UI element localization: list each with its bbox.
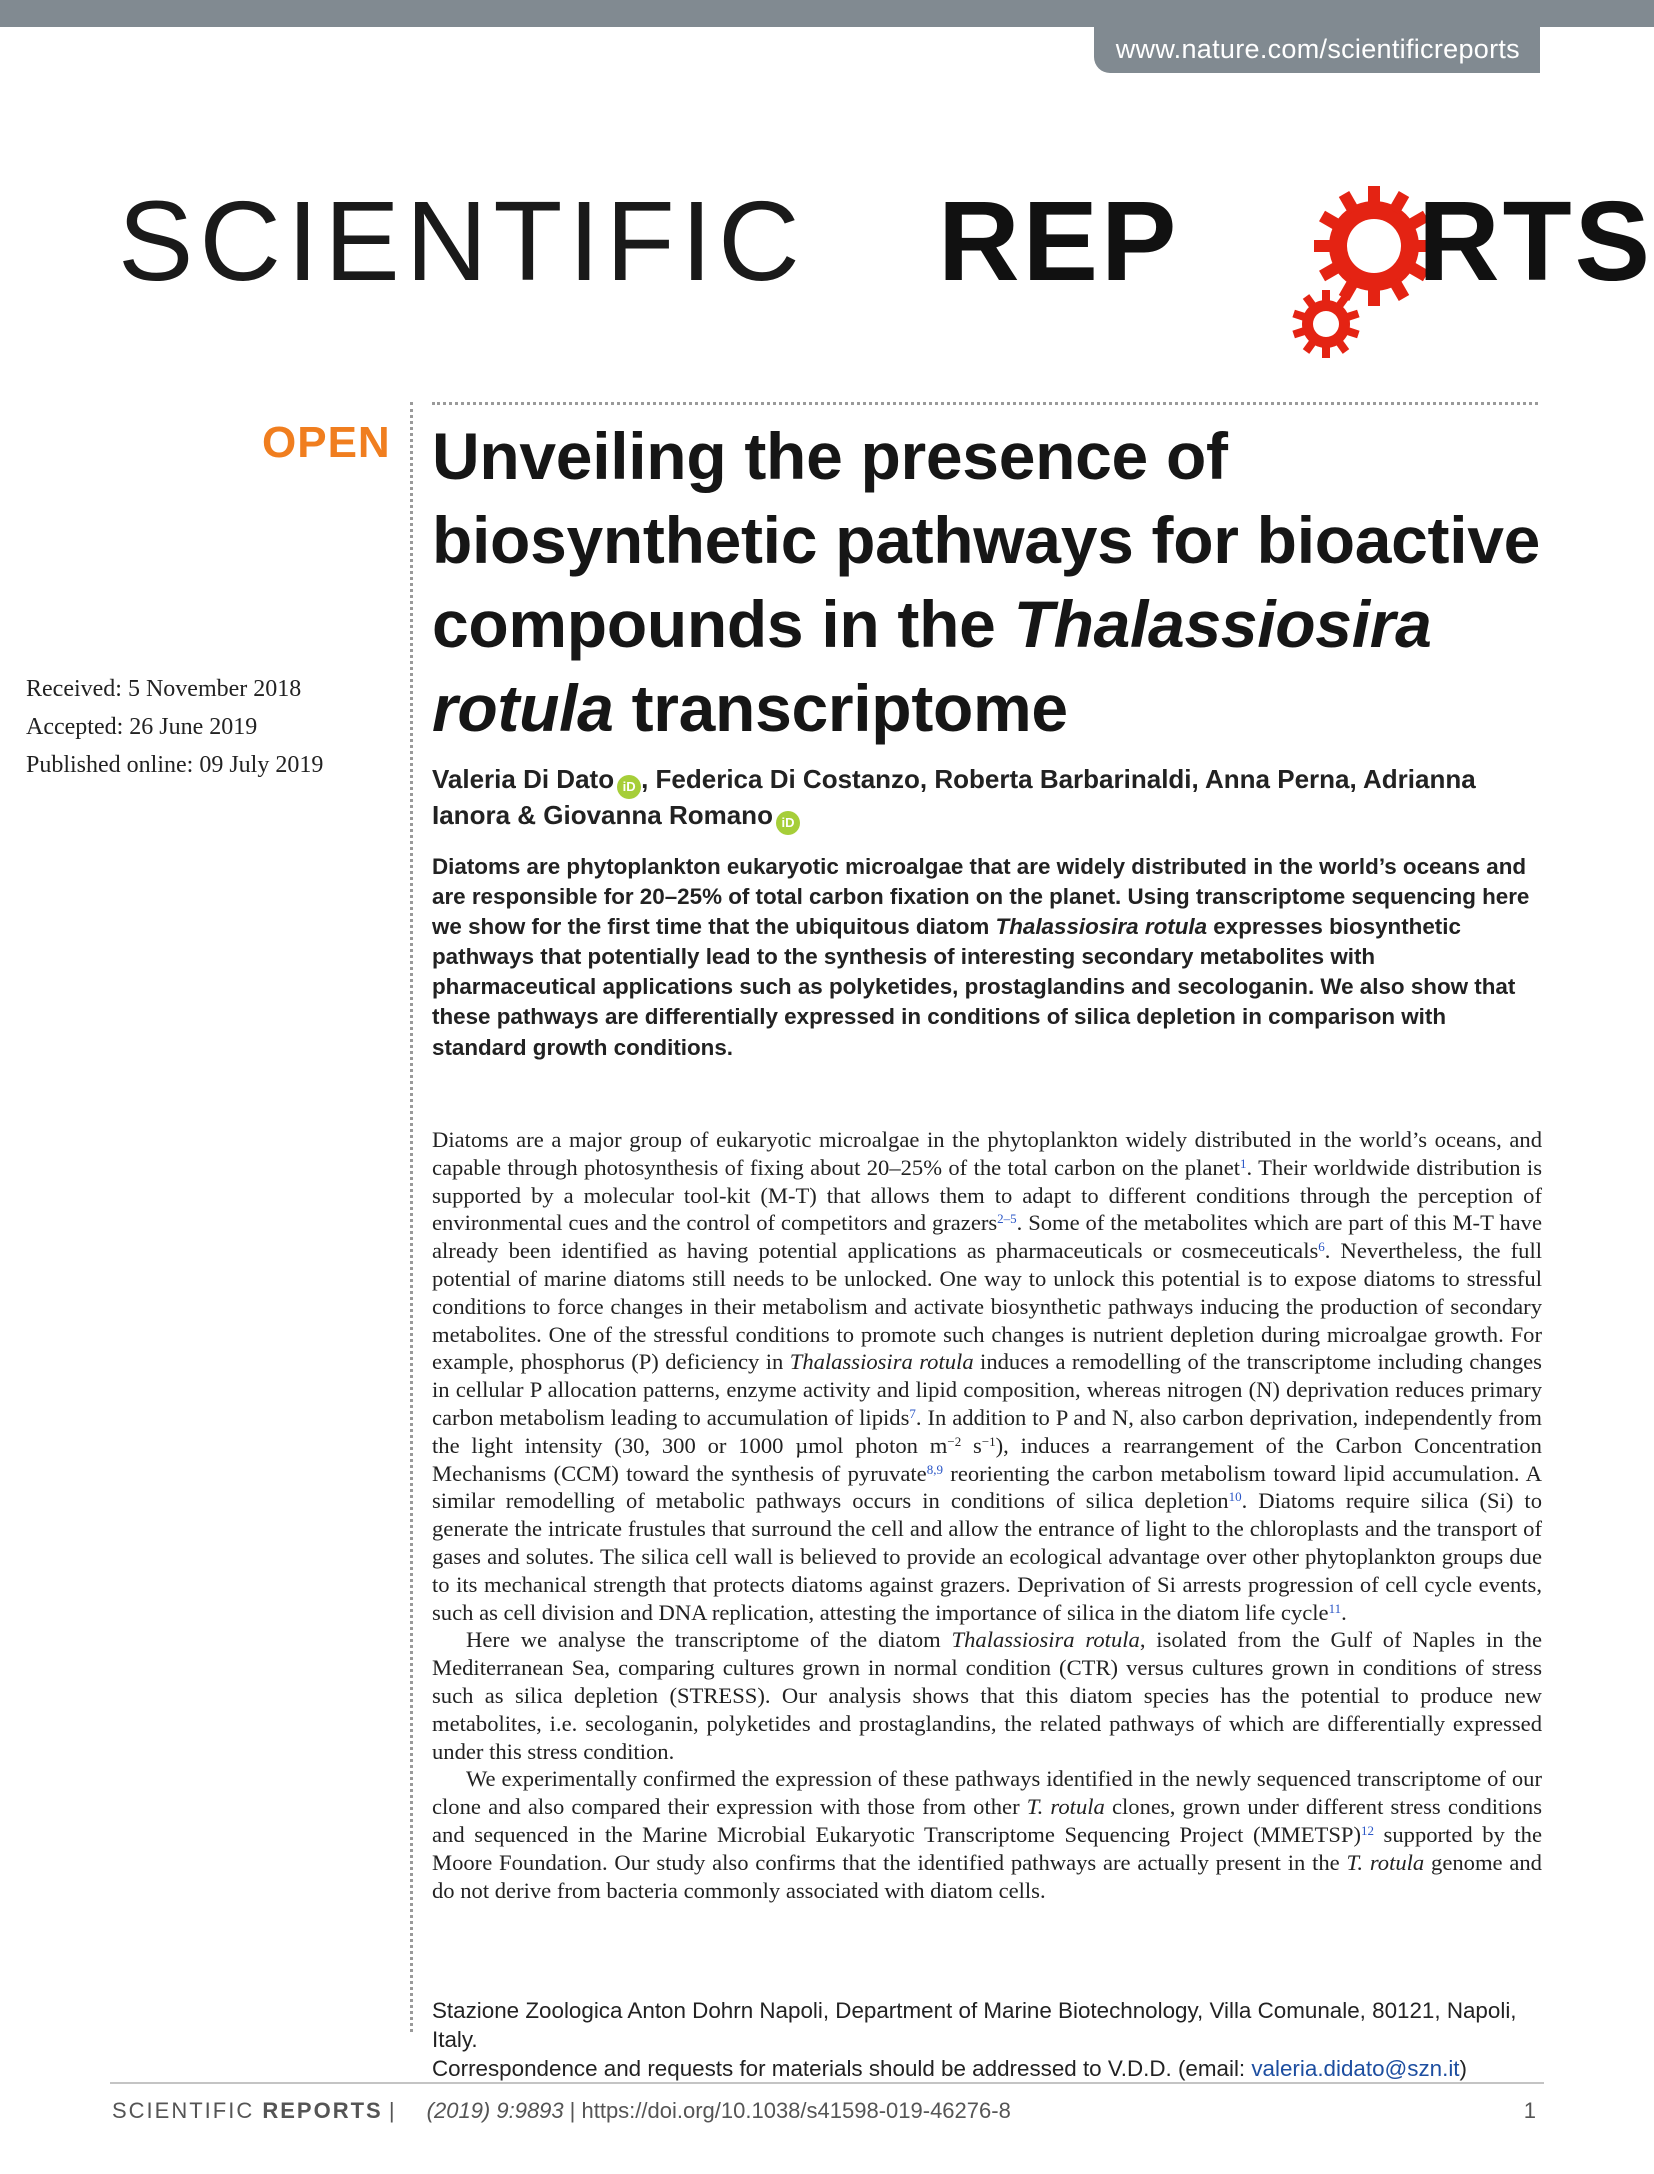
reference-link[interactable]: 8,9 <box>926 1461 943 1477</box>
page-footer <box>112 2098 1542 2124</box>
affiliation-block <box>432 1996 1552 2083</box>
body-paragraph-2: Here we analyse the transcriptome of the diatom Thalassiosira rotula, isolated from the Gulf of Naples in the Mediterranean Sea, comparing cultures grown in normal condition (CTR) versus cultures grown in conditions of stress such as silica depletion (STRESS). Our analysis shows that this diatom species has the potential to produce new metabolites, i.e. secologanin, polyketides and prostaglandins, the related pathways of which are differentially expressed under this stress condition. <box>432 1627 1542 1764</box>
footer-citation: (2019) 9:9893 <box>426 2098 564 2123</box>
masthead-bold-text-b: RTS <box>1418 178 1653 304</box>
abstract: Diatoms are phytoplankton eukaryotic microalgae that are widely distributed in the world’s oceans and are responsible for 20–25% of total carbon fixation on the planet. Using transcriptome sequencing here we show for the first time that the ubiquitous diatom Thalassiosira rotula expresses biosynthetic pathways that potentially lead to the synthesis of interesting secondary metabolites with pharmaceutical applications such as polyketides, prostaglandins and secologanin. We also show that these pathways are differentially expressed in conditions of silica depletion in comparison with standard growth conditions. <box>432 854 1530 1060</box>
article-dates <box>26 670 323 784</box>
footer-rule <box>110 2082 1544 2084</box>
author-rest[interactable]: , Federica Di Costanzo, Roberta Barbarinaldi, Anna Perna, Adrianna Ianora & Giovanna Romano <box>432 764 1476 830</box>
margin-dotted-rule <box>410 402 413 2032</box>
body-paragraph-3: We experimentally confirmed the expression of these pathways identified in the newly sequenced transcriptome of our clone and also compared their expression with those from other T. rotula clones, grown under different stress conditions and sequenced in the Marine Microbial Eukaryotic Transcriptome Sequencing Project (MMETSP)$^{12}$ supported by the Moore Foundation. Our study also confirms that the identified pathways are actually present in the T. rotula genome and do not derive from bacteria commonly associated with diatom cells. <box>432 1766 1543 1903</box>
masthead-light-text: SCIENTIFIC <box>118 178 806 304</box>
open-access-label: OPEN <box>262 418 391 467</box>
footer-doi-link[interactable]: | https://doi.org/10.1038/s41598-019-46276-8 <box>569 2098 1011 2123</box>
accepted-date: Accepted: 26 June 2019 <box>26 714 258 740</box>
orcid-icon[interactable]: iD <box>617 775 641 799</box>
reference-link[interactable]: 1 <box>1240 1155 1247 1171</box>
reference-link[interactable]: 10 <box>1228 1489 1242 1505</box>
body-paragraph-1: Diatoms are a major group of eukaryotic microalgae in the phytoplankton widely distributed in the world’s oceans, and capable through photosynthesis of fixing about 20–25% of the total carbon on the planet$^1$. Their worldwide distribution is supported by a molecular tool-kit (M-T) that allows them to adapt to different conditions through the perception of environmental cues and the control of competitors and grazers$^{2-5}$. Some of the metabolites which are part of this M-T have already been identified as having potential applications as pharmaceuticals or cosmeceuticals$^6$. Nevertheless, the full potential of marine diatoms still needs to be unlocked. One way to unlock this potential is to expose diatoms to stressful conditions to force changes in their metabolism and activate biosynthetic pathways inducing the production of secondary metabolites. One of the stressful conditions to promote such changes is nutrient depletion during microalgae growth. For example, phosphorus (P) deficiency in Thalassiosira rotula induces a remodelling of the transcriptome including changes in cellular P allocation patterns, enzyme activity and lipid composition, whereas nitrogen (N) deprivation reduces primary carbon metabolism leading to accumulation of lipids$^7$. In addition to P and N, also carbon deprivation, independently from the light intensity (30, 300 or 1000 µmol photon $m^{-2}$ $s^{-1}$), induces a rearrangement of the Carbon Concentration Mechanisms (CCM) toward the synthesis of pyruvate$^{8,9}$ reorienting the carbon metabolism toward lipid accumulation. A similar remodelling of metabolic pathways occurs in conditions of silica depletion$^{10}$. Diatoms require silica (Si) to generate the intricate frustules that surround the cell and allow the entrance of light to the chloroplasts and the transport of gases and solutes. The silica cell wall is believed to provide an ecological advantage over other phytoplankton groups due to its mechanical strength that protects diatoms against grazers. Deprivation of Si arrests progression of cell cycle events, such as cell division and DNA replication, attesting the importance of silica in the diatom life cycle$^{11}$. <box>432 1127 1543 1625</box>
masthead-bold-text-a: REP <box>938 178 1180 304</box>
journal-masthead <box>118 176 1653 361</box>
article-title <box>432 414 1552 750</box>
reference-link[interactable]: 11 <box>1328 1600 1342 1616</box>
orcid-icon[interactable]: iD <box>776 811 800 835</box>
published-date: Published online: 09 July 2019 <box>26 752 324 778</box>
footer-separator: | <box>382 2098 401 2123</box>
header-dotted-rule <box>432 402 1538 405</box>
received-date: Received: 5 November 2018 <box>26 676 302 702</box>
affiliation-line: Stazione Zoologica Anton Dohrn Napoli, Department of Marine Biotechnology, Villa Comunale, 80121, Napoli, Italy. <box>432 1998 1517 2052</box>
footer-journal-light: SCIENTIFIC <box>112 2098 263 2123</box>
correspondence-email-link[interactable]: valeria.didato@szn.it <box>1251 2056 1460 2081</box>
title-species: Thalassiosira rotula <box>432 587 1432 745</box>
article-body <box>432 1126 1542 1904</box>
title-text: Unveiling the presence of biosynthetic pathways for bioactive compounds in the <box>432 419 1541 661</box>
correspondence-line: Correspondence and requests for materials should be addressed to V.D.D. (email: valeria.didato@szn.it) <box>432 2056 1468 2081</box>
title-text-end: transcriptome <box>613 671 1068 745</box>
footer-journal-bold: REPORTS <box>262 2098 383 2123</box>
reference-link[interactable]: 2–5 <box>997 1211 1017 1227</box>
page-number: 1 <box>1523 2098 1536 2123</box>
author-first[interactable]: Valeria Di Dato <box>432 764 615 794</box>
journal-url-tab[interactable]: www.nature.com/scientificreports <box>1094 27 1540 73</box>
top-gray-bar <box>0 0 1654 27</box>
author-list <box>432 763 1552 835</box>
reference-link[interactable]: 12 <box>1360 1822 1374 1838</box>
reference-link[interactable]: 6 <box>1318 1239 1325 1255</box>
reference-link[interactable]: 7 <box>909 1405 916 1421</box>
